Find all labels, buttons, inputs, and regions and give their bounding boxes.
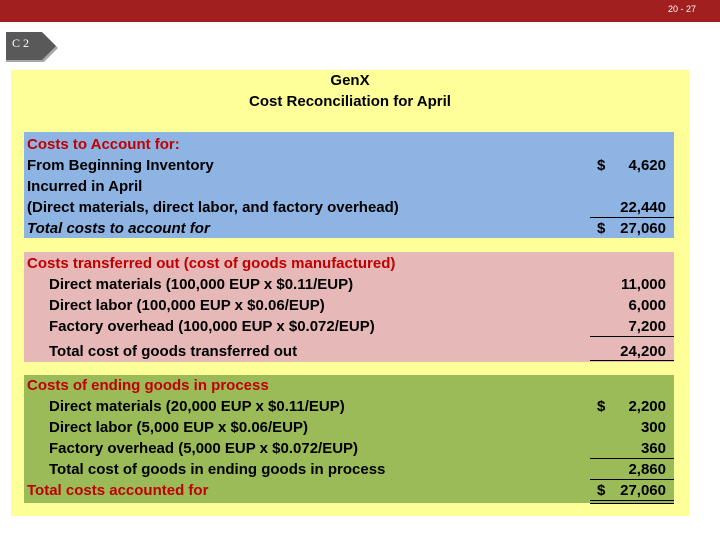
row-label: Direct materials (20,000 EUP x $0.11/EUP) (49, 398, 345, 415)
row-value: 300 (640, 419, 666, 436)
section-heading: Costs to Account for: (27, 136, 180, 153)
row-label: From Beginning Inventory (27, 157, 214, 174)
table-row (24, 295, 674, 316)
ending-wip-section (24, 375, 674, 503)
row-value: 4,620 (628, 157, 666, 174)
dollar-sign: $ (597, 220, 606, 237)
slide-number: 20 - 27 (667, 4, 696, 14)
total-value: 2,860 (628, 461, 666, 478)
total-label: Total costs to account for (27, 220, 210, 237)
dollar-sign: $ (597, 157, 606, 174)
table-row (24, 253, 674, 274)
table-row (24, 155, 674, 176)
costs-to-account-section (24, 132, 674, 238)
row-label: Incurred in April (27, 178, 143, 195)
report-title: Cost Reconciliation for April (249, 93, 451, 110)
table-row (24, 480, 674, 501)
row-label: (Direct materials, direct labor, and factory overhead) (27, 199, 399, 216)
company-title: GenX (330, 72, 370, 89)
table-row (24, 134, 674, 155)
table-row (24, 459, 674, 480)
row-value: 6,000 (628, 297, 666, 314)
row-label: Factory overhead (5,000 EUP x $0.072/EUP) (49, 440, 359, 457)
row-label: Direct labor (5,000 EUP x $0.06/EUP) (49, 419, 309, 436)
row-label: Direct labor (100,000 EUP x $0.06/EUP) (49, 297, 325, 314)
row-label: Factory overhead (100,000 EUP x $0.072/EUP) (49, 318, 375, 335)
grand-total-value: 27,060 (620, 482, 666, 499)
underline (590, 336, 674, 337)
table-row (24, 341, 674, 362)
table-row (24, 197, 674, 218)
row-value: 7,200 (628, 318, 666, 335)
table-row (24, 316, 674, 337)
total-value: 24,200 (620, 343, 666, 360)
table-row (24, 438, 674, 459)
row-value: 360 (640, 440, 666, 457)
dollar-sign: $ (597, 398, 606, 415)
table-row (24, 176, 674, 197)
section-heading: Costs transferred out (cost of goods manufactured) (27, 255, 396, 272)
table-row (24, 375, 674, 396)
row-value: 11,000 (620, 276, 666, 293)
section-heading: Costs of ending goods in process (27, 377, 269, 394)
transferred-out-section (24, 252, 674, 362)
double-underline (590, 500, 674, 504)
table-row (24, 417, 674, 438)
grand-total-label: Total costs accounted for (27, 482, 209, 499)
total-label: Total cost of goods in ending goods in process (49, 461, 386, 478)
dollar-sign: $ (597, 482, 606, 499)
row-label: Direct materials (100,000 EUP x $0.11/EUP) (49, 276, 354, 293)
table-row (24, 274, 674, 295)
row-value: 22,440 (620, 199, 666, 216)
underline (590, 360, 674, 361)
row-value: 2,200 (628, 398, 666, 415)
tag-label: C 2 (12, 36, 30, 50)
total-value: 27,060 (620, 220, 666, 237)
table-row (24, 218, 674, 239)
total-label: Total cost of goods transferred out (49, 343, 298, 360)
table-row (24, 396, 674, 417)
top-bar (0, 0, 720, 22)
